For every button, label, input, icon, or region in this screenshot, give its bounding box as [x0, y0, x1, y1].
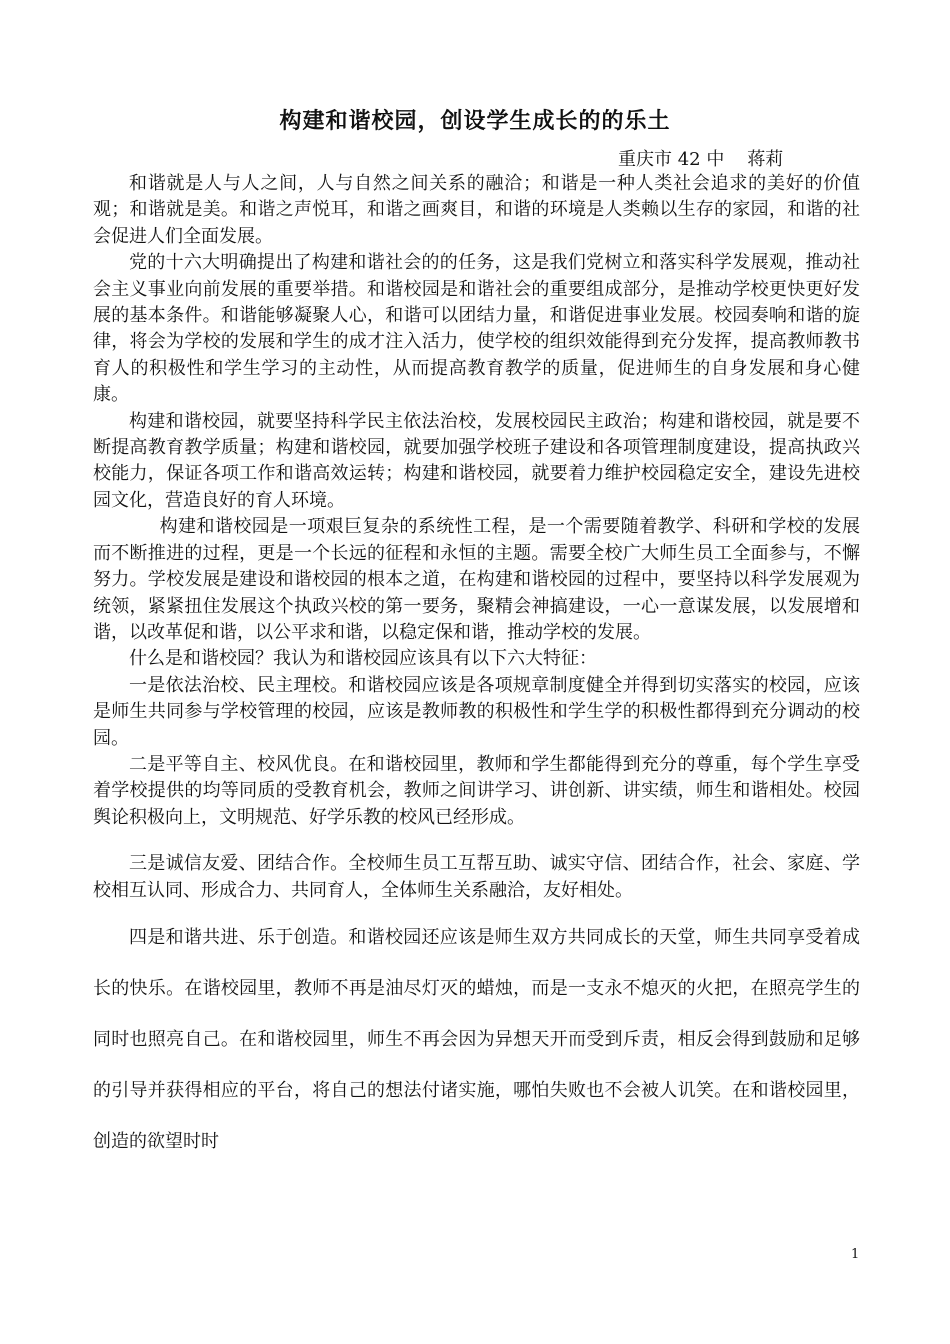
page-number: 1	[851, 1247, 860, 1262]
paragraph-feature-one: 一是依法治校、民主理校。和谐校园应该是各项规章制度健全并得到切实落实的校园，应该是师生共同参与学校管理的校园，应该是教师教的积极性和学生学的积极性都得到充分调动的校园。	[93, 674, 860, 749]
document-body	[93, 171, 860, 1167]
author-line: 重庆市 42 中 蒋莉	[618, 149, 784, 170]
paragraph-party-congress: 党的十六大明确提出了构建和谐社会的的任务，这是我们党树立和落实科学发展观，推动社会主义事业向前发展的重要举措。和谐校园是和谐社会的重要组成部分，是推动学校更快更好发展的基本条件。和谐能够凝聚人心，和谐可以团结力量，和谐促进事业发展。校园奏响和谐的旋律，将会为学校的发展和学生的成才注入活力，使学校的组织效能得到充分发挥，提高教师教书育人的积极性和学生学习的主动性，从而提高教育教学的质量，促进师生的自身发展和身心健康。	[93, 252, 860, 406]
page-title: 构建和谐校园，创设学生成长的的乐土	[279, 108, 671, 134]
paragraph-system-project: 构建和谐校园是一项艰巨复杂的系统性工程，是一个需要随着教学、科研和学校的发展而不断推进的过程，更是一个长远的征程和永恒的主题。需要全校广大师生员工全面参与，不懈努力。学校发展是建设和谐校园的根本之道，在构建和谐校园的过程中，要坚持以科学发展观为统领，紧紧扭住发展这个执政兴校的第一要务，聚精会神搞建设，一心一意谋发展，以发展增和谐，以改革促和谐，以公平求和谐，以稳定保和谐，推动学校的发展。	[93, 516, 860, 643]
paragraph-feature-two: 二是平等自主、校风优良。在和谐校园里，教师和学生都能得到充分的尊重，每个学生享受着学校提供的均等同质的受教育机会，教师之间讲学习、讲创新、讲实绩，师生和谐相处。校园舆论积极向上，文明规范、好学乐教的校风已经形成。	[93, 753, 860, 828]
paragraph-feature-four: 四是和谐共进、乐于创造。和谐校园还应该是师生双方共同成长的天堂，师生共同享受着成长的快乐。在谐校园里，教师不再是油尽灯灭的蜡烛，而是一支永不熄灭的火把，在照亮学生的同时也照亮自己。在和谐校园里，师生不再会因为异想天开而受到斥责，相反会得到鼓励和足够的引导并获得相应的平台，将自己的想法付诸实施，哪怕失败也不会被人讥笑。在和谐校园里，创造的欲望时时	[93, 926, 860, 1152]
paragraph-question: 什么是和谐校园？我认为和谐校园应该具有以下六大特征：	[129, 648, 597, 670]
paragraph-intro: 和谐就是人与人之间，人与自然之间关系的融洽；和谐是一种人类社会追求的美好的价值观；和谐就是美。和谐之声悦耳，和谐之画爽目，和谐的环境是人类赖以生存的家园，和谐的社会促进人们全面发展。	[93, 173, 860, 247]
paragraph-feature-three: 三是诚信友爱、团结合作。全校师生员工互帮互助、诚实守信、团结合作，社会、家庭、学校相互认同、形成合力、共同育人，全体师生关系融洽，友好相处。	[93, 853, 860, 901]
paragraph-building-campus: 构建和谐校园，就要坚持科学民主依法治校，发展校园民主政治；构建和谐校园，就是要不断提高教育教学质量；构建和谐校园，就要加强学校班子建设和各项管理制度建设，提高执政兴校能力，保证各项工作和谐高效运转；构建和谐校园，就要着力维护校园稳定安全，建设先进校园文化，营造良好的育人环境。	[93, 410, 860, 511]
